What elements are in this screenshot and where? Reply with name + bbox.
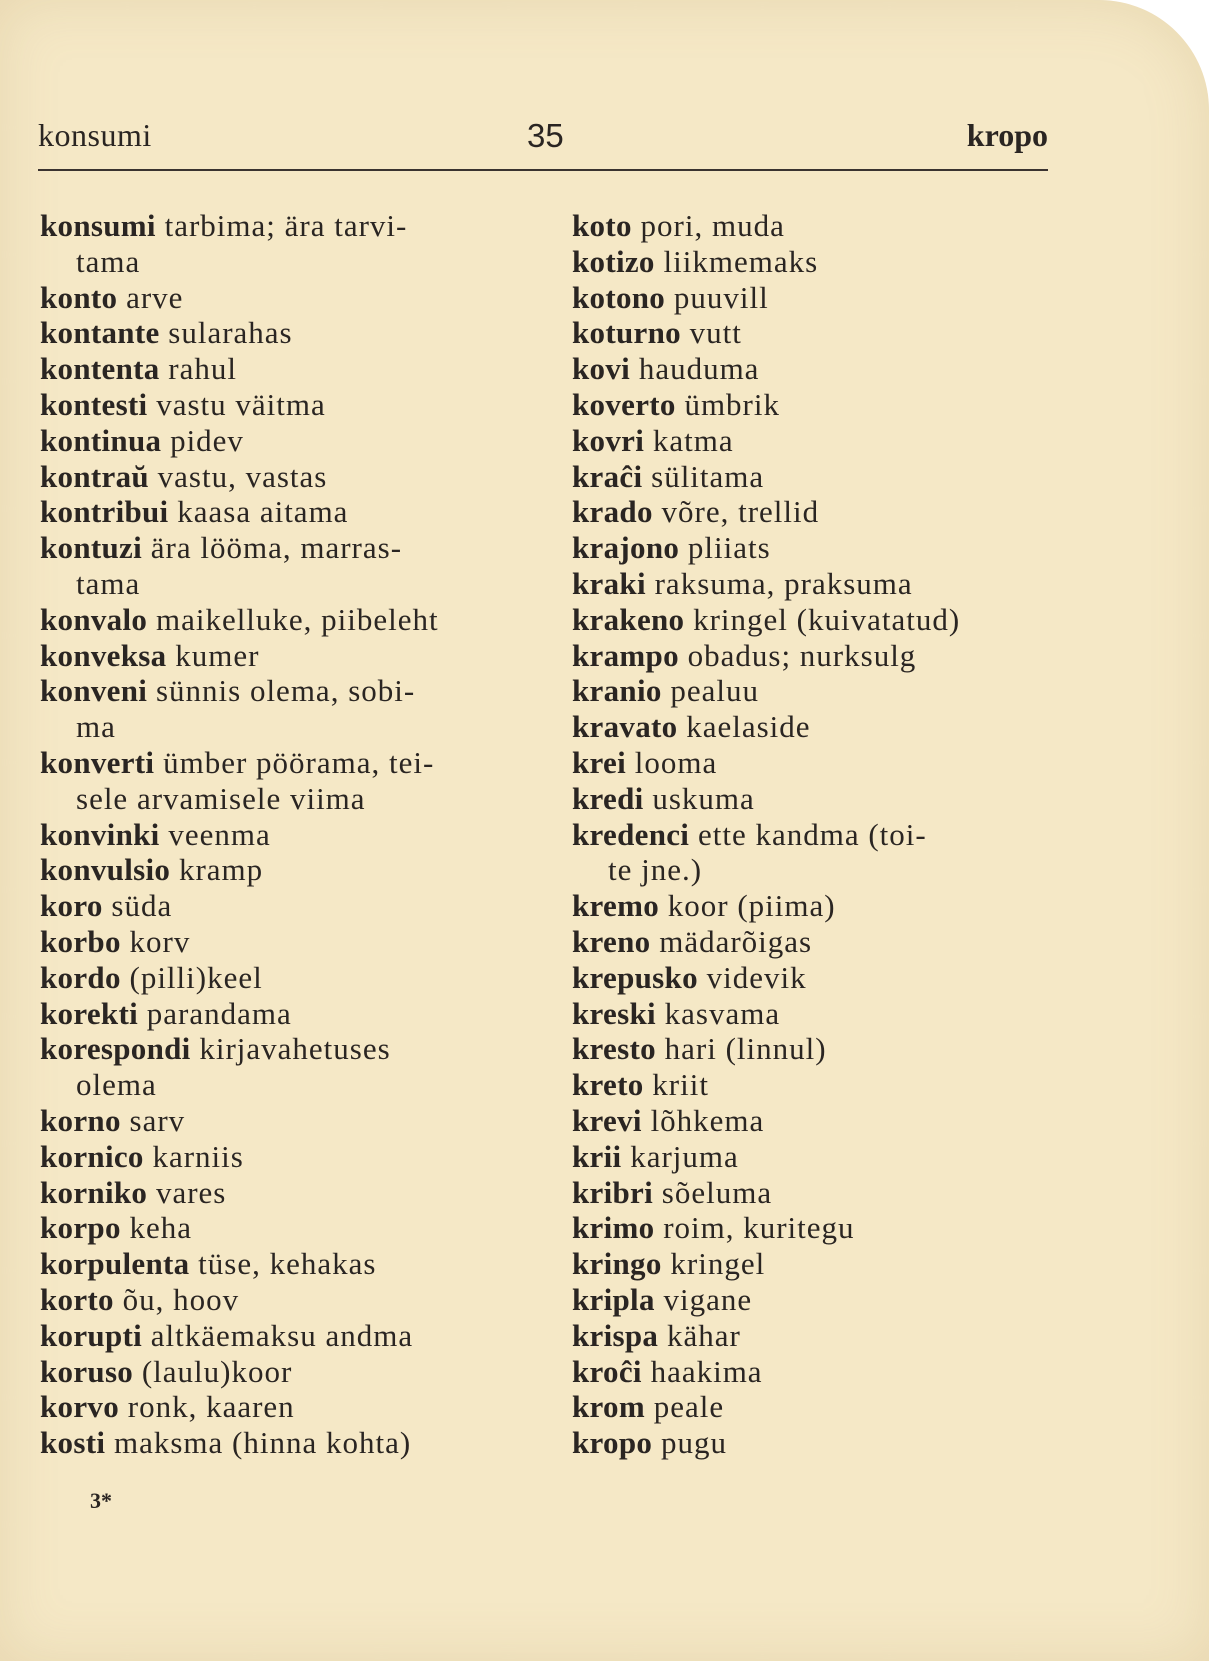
- entry-headword: konto: [40, 279, 118, 315]
- entry-definition: vutt: [689, 315, 742, 351]
- dictionary-entry: [572, 1318, 1072, 1354]
- entry-headword: krii: [572, 1138, 622, 1174]
- entry-definition: pugu: [660, 1425, 727, 1461]
- dictionary-entry: [40, 1103, 525, 1139]
- entry-definition: pealuu: [670, 673, 760, 709]
- entry-definition: kringel (kuivatatud): [693, 601, 961, 637]
- entry-definition: kringel: [670, 1246, 766, 1282]
- dictionary-entry: [40, 852, 525, 888]
- dictionary-entry: [572, 638, 1072, 674]
- dictionary-entry: [572, 459, 1072, 495]
- entry-definition: pliiats: [687, 530, 771, 566]
- entry-definition: ära lööma, marras-: [150, 530, 403, 566]
- entry-headword: kroĉi: [572, 1353, 642, 1389]
- dictionary-entry: [572, 1139, 1072, 1175]
- entry-headword: koto: [572, 208, 632, 243]
- entry-definition: puuvill: [673, 279, 769, 315]
- page-header: [38, 117, 1048, 161]
- entry-definition: hari (linnul): [664, 1031, 827, 1067]
- dictionary-entry: [40, 817, 525, 853]
- entry-definition: liikmemaks: [663, 243, 819, 279]
- entry-headword: korbo: [40, 923, 121, 959]
- dictionary-entry: [572, 244, 1072, 280]
- entry-headword: konsumi: [40, 208, 156, 243]
- dictionary-entry: [40, 1282, 525, 1318]
- entry-definition-continuation: ma: [76, 709, 116, 745]
- dictionary-entry: [572, 996, 1072, 1032]
- dictionary-entry: [572, 1425, 1072, 1461]
- entry-headword: kraki: [572, 565, 646, 601]
- entry-headword: krakeno: [572, 601, 685, 637]
- entry-headword: korvo: [40, 1389, 119, 1425]
- entry-headword: krei: [572, 744, 627, 780]
- dictionary-entry: [572, 1389, 1072, 1425]
- dictionary-entry: [40, 924, 525, 960]
- entry-definition: (pilli)keel: [129, 959, 263, 995]
- dictionary-entry: [40, 1175, 525, 1211]
- dictionary-entry: [40, 494, 525, 530]
- dictionary-entry: [572, 602, 1072, 638]
- entry-definition-continuation: tama: [76, 565, 141, 601]
- entry-headword: korekti: [40, 995, 138, 1031]
- entry-headword: konvalo: [40, 601, 148, 637]
- entry-headword: kornico: [40, 1138, 144, 1174]
- entry-definition: veenma: [168, 816, 271, 852]
- entry-headword: kraĉi: [572, 458, 643, 494]
- dictionary-entry: [40, 459, 525, 495]
- dictionary-entry: [40, 530, 525, 602]
- entry-headword: konveni: [40, 673, 148, 709]
- dictionary-entry: [40, 280, 525, 316]
- entry-headword: kresto: [572, 1031, 656, 1067]
- entry-headword: kreski: [572, 995, 656, 1031]
- entry-definition: looma: [634, 744, 718, 780]
- dictionary-entry: [572, 1282, 1072, 1318]
- entry-definition: (laulu)koor: [141, 1353, 293, 1389]
- entry-headword: korupti: [40, 1317, 143, 1353]
- entry-headword: kremo: [572, 888, 660, 924]
- dictionary-entry: [40, 315, 525, 351]
- left-column: [40, 208, 525, 1461]
- entry-definition: kramp: [178, 852, 264, 888]
- entry-headword: kravato: [572, 709, 678, 745]
- entry-definition: kriit: [652, 1067, 709, 1103]
- dictionary-entry: [40, 602, 525, 638]
- dictionary-entry: [40, 387, 525, 423]
- entry-definition: õu, hoov: [122, 1281, 240, 1317]
- entry-headword: kovi: [572, 351, 631, 387]
- entry-definition: vares: [155, 1174, 227, 1210]
- dictionary-entry: [572, 709, 1072, 745]
- entry-definition-continuation: tama: [76, 243, 141, 279]
- entry-definition: mädarõigas: [659, 923, 813, 959]
- dictionary-entry: [40, 960, 525, 996]
- dictionary-entry: [40, 1389, 525, 1425]
- entry-headword: koro: [40, 888, 103, 924]
- entry-headword: korto: [40, 1281, 114, 1317]
- dictionary-entry: [40, 996, 525, 1032]
- entry-definition: arve: [126, 279, 184, 315]
- entry-definition: pori, muda: [640, 208, 785, 243]
- entry-headword: kotono: [572, 279, 666, 315]
- dictionary-entry: [572, 494, 1072, 530]
- dictionary-entry: [572, 387, 1072, 423]
- dictionary-entry: [572, 817, 1072, 889]
- entry-definition: maikelluke, piibeleht: [155, 601, 439, 637]
- entry-headword: kreno: [572, 923, 651, 959]
- dictionary-entry: [572, 1067, 1072, 1103]
- dictionary-entry: [572, 1031, 1072, 1067]
- entry-definition: uskuma: [652, 780, 755, 816]
- entry-headword: kontesti: [40, 386, 148, 422]
- entry-headword: kontinua: [40, 422, 162, 458]
- entry-headword: kredenci: [572, 816, 690, 852]
- entry-headword: krampo: [572, 637, 679, 673]
- dictionary-entry: [572, 924, 1072, 960]
- entry-definition: sünnis olema, sobi-: [155, 673, 416, 709]
- dictionary-entry: [40, 745, 525, 817]
- dictionary-entry: [572, 351, 1072, 387]
- entry-headword: kovri: [572, 422, 645, 458]
- dictionary-entry: [40, 1354, 525, 1390]
- entry-headword: kontribui: [40, 494, 169, 530]
- dictionary-entry: [40, 1139, 525, 1175]
- page-number: 35: [527, 117, 564, 154]
- entry-definition: tüse, kehakas: [198, 1246, 377, 1282]
- dictionary-entry: [572, 423, 1072, 459]
- entry-definition: ronk, kaaren: [127, 1389, 295, 1425]
- entry-definition: vastu, vastas: [157, 458, 328, 494]
- entry-definition: sarv: [129, 1102, 186, 1138]
- entry-definition: ette kandma (toi-: [697, 816, 927, 852]
- entry-definition: võre, trellid: [661, 494, 820, 530]
- entry-definition: korv: [129, 923, 191, 959]
- entry-definition: parandama: [146, 995, 292, 1031]
- entry-definition-continuation: olema: [76, 1067, 157, 1103]
- dictionary-entry: [40, 1425, 525, 1461]
- header-rule: [38, 169, 1048, 171]
- entry-definition: pidev: [170, 422, 244, 458]
- dictionary-entry: [40, 888, 525, 924]
- entry-headword: korespondi: [40, 1031, 191, 1067]
- entry-definition: hauduma: [638, 351, 760, 387]
- entry-headword: koruso: [40, 1353, 134, 1389]
- entry-headword: kotizo: [572, 243, 655, 279]
- entry-headword: krado: [572, 494, 653, 530]
- entry-headword: kordo: [40, 959, 121, 995]
- entry-definition: kirjavahetuses: [199, 1031, 391, 1067]
- entry-definition: haakima: [650, 1353, 763, 1389]
- entry-headword: konveksa: [40, 637, 167, 673]
- entry-headword: konvulsio: [40, 852, 171, 888]
- entry-headword: kosti: [40, 1425, 106, 1461]
- entry-headword: korno: [40, 1102, 121, 1138]
- dictionary-entry: [572, 960, 1072, 996]
- entry-definition: koor (piima): [667, 888, 836, 924]
- entry-definition: peale: [653, 1389, 725, 1425]
- entry-headword: korniko: [40, 1174, 148, 1210]
- dictionary-entry: [40, 1246, 525, 1282]
- entry-definition: kaasa aitama: [177, 494, 349, 530]
- dictionary-entry: [572, 1246, 1072, 1282]
- dictionary-entry: [572, 1103, 1072, 1139]
- dictionary-entry: [40, 208, 525, 280]
- entry-definition: videvik: [706, 959, 807, 995]
- signature-mark: 3*: [90, 1488, 112, 1513]
- entry-definition: lõhkema: [650, 1102, 765, 1138]
- entry-headword: konvinki: [40, 816, 160, 852]
- entry-definition: ümbrik: [684, 386, 780, 422]
- entry-headword: kranio: [572, 673, 662, 709]
- entry-headword: krimo: [572, 1210, 655, 1246]
- entry-headword: krepusko: [572, 959, 698, 995]
- entry-definition: karjuma: [630, 1138, 739, 1174]
- dictionary-entry: [40, 423, 525, 459]
- dictionary-entry: [40, 1318, 525, 1354]
- entry-definition: kasvama: [664, 995, 781, 1031]
- entry-definition: ümber pöörama, tei-: [163, 744, 435, 780]
- dictionary-entry: [572, 1354, 1072, 1390]
- entry-headword: kropo: [572, 1425, 653, 1461]
- entry-headword: kringo: [572, 1246, 662, 1282]
- entry-headword: krevi: [572, 1102, 642, 1138]
- entry-headword: korpo: [40, 1210, 121, 1246]
- entry-definition: sularahas: [168, 315, 293, 351]
- entry-definition: sülitama: [651, 458, 765, 494]
- entry-headword: kredi: [572, 780, 644, 816]
- dictionary-entry: [572, 280, 1072, 316]
- entry-definition-continuation: te jne.): [608, 852, 703, 888]
- entry-headword: krajono: [572, 530, 680, 566]
- entry-definition: kähar: [666, 1317, 741, 1353]
- dictionary-entry: [40, 351, 525, 387]
- dictionary-entry: [572, 781, 1072, 817]
- entry-definition: rahul: [168, 351, 237, 387]
- entry-definition-continuation: sele arvamisele viima: [76, 780, 366, 816]
- header-first-word: konsumi: [38, 117, 152, 153]
- entry-headword: krispa: [572, 1317, 659, 1353]
- entry-definition: vigane: [663, 1281, 753, 1317]
- entry-definition: keha: [129, 1210, 193, 1246]
- entry-definition: sõeluma: [661, 1174, 773, 1210]
- dictionary-entry: [572, 745, 1072, 781]
- entry-headword: kontenta: [40, 351, 160, 387]
- entry-headword: kreto: [572, 1067, 644, 1103]
- entry-headword: koverto: [572, 386, 676, 422]
- entry-definition: süda: [111, 888, 173, 924]
- dictionary-entry: [572, 888, 1072, 924]
- right-column: [572, 208, 1072, 1461]
- entry-definition: kumer: [175, 637, 260, 673]
- entry-headword: kripla: [572, 1281, 655, 1317]
- entry-headword: korpulenta: [40, 1246, 190, 1282]
- entry-headword: krom: [572, 1389, 645, 1425]
- entry-definition: karniis: [152, 1138, 244, 1174]
- header-last-word: kropo: [966, 117, 1048, 153]
- dictionary-entry: [572, 1175, 1072, 1211]
- dictionary-entry: [40, 1031, 525, 1103]
- entry-headword: kontante: [40, 315, 160, 351]
- entry-definition: vastu väitma: [156, 386, 326, 422]
- dictionary-entry: [40, 673, 525, 745]
- entry-headword: kontraŭ: [40, 458, 149, 494]
- entry-definition: maksma (hinna kohta): [114, 1425, 412, 1461]
- entry-definition: tarbima; ära tarvi-: [164, 208, 408, 243]
- entry-definition: katma: [652, 422, 734, 458]
- entry-definition: roim, kuritegu: [663, 1210, 855, 1246]
- entry-headword: kribri: [572, 1174, 654, 1210]
- entry-headword: konverti: [40, 744, 155, 780]
- entry-headword: koturno: [572, 315, 681, 351]
- dictionary-entry: [572, 1210, 1072, 1246]
- entry-definition: raksuma, praksuma: [654, 565, 913, 601]
- dictionary-entry: [572, 315, 1072, 351]
- entry-definition: altkäemaksu andma: [150, 1317, 414, 1353]
- entry-definition: obadus; nurksulg: [687, 637, 917, 673]
- dictionary-entry: [40, 1210, 525, 1246]
- dictionary-entry: [40, 638, 525, 674]
- entry-headword: kontuzi: [40, 530, 143, 566]
- dictionary-entry: [572, 566, 1072, 602]
- entry-definition: kaelaside: [686, 709, 811, 745]
- dictionary-entry: [572, 673, 1072, 709]
- dictionary-entry: [572, 530, 1072, 566]
- dictionary-entry: [572, 208, 1072, 244]
